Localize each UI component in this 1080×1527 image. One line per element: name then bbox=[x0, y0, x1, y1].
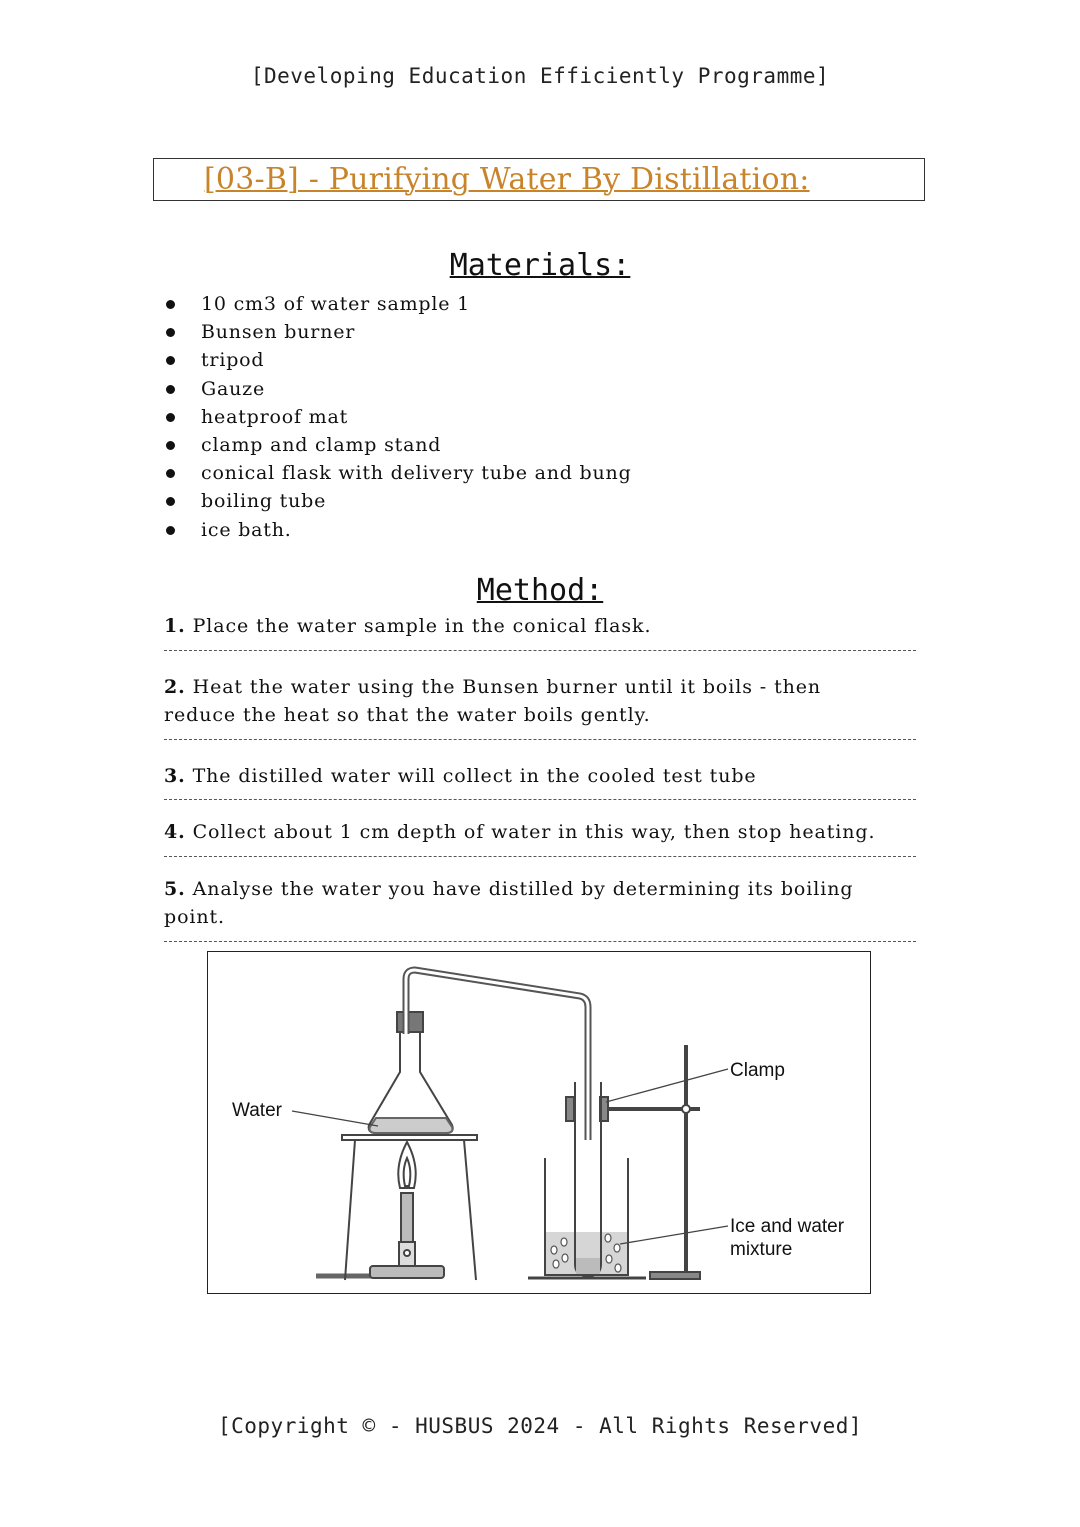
clamp-leader-line bbox=[606, 1069, 728, 1102]
method-step bbox=[164, 818, 916, 857]
method-steps bbox=[164, 612, 916, 942]
list-item: heatproof mat bbox=[165, 403, 632, 431]
ice-cube bbox=[606, 1255, 612, 1263]
list-item: boiling tube bbox=[165, 487, 632, 515]
list-item: 10 cm3 of water sample 1 bbox=[165, 290, 632, 318]
step-number: 4. bbox=[164, 821, 186, 843]
tripod-top bbox=[342, 1135, 477, 1140]
list-item: clamp and clamp stand bbox=[165, 431, 632, 459]
tripod-leg bbox=[345, 1140, 355, 1280]
method-step bbox=[164, 875, 916, 942]
collected-water bbox=[576, 1258, 600, 1274]
step-text: Place the water sample in the conical flask. bbox=[192, 615, 652, 637]
ice-cube bbox=[551, 1246, 557, 1254]
bunsen-base bbox=[370, 1266, 444, 1278]
list-item: conical flask with delivery tube and bung bbox=[165, 459, 632, 487]
clamp-stand-base bbox=[650, 1272, 700, 1279]
list-item: tripod bbox=[165, 346, 632, 374]
step-text: Collect about 1 cm depth of water in this way, then stop heating. bbox=[192, 821, 876, 843]
method-heading: Method: bbox=[476, 573, 604, 608]
materials-list bbox=[165, 290, 632, 544]
flask-bung bbox=[397, 1012, 423, 1032]
bunsen-inner-flame bbox=[404, 1158, 411, 1186]
ice-water-label-line2: mixture bbox=[730, 1239, 793, 1260]
page-header: [Developing Education Efficiently Programme] bbox=[250, 64, 830, 88]
method-step bbox=[164, 762, 916, 801]
clamp-label: Clamp bbox=[730, 1060, 785, 1081]
step-text: Analyse the water you have distilled by determining its boiling point. bbox=[164, 877, 854, 928]
ice-cube bbox=[561, 1238, 567, 1246]
title-box bbox=[153, 158, 925, 201]
flask-water bbox=[370, 1118, 453, 1133]
step-number: 1. bbox=[164, 615, 186, 637]
water-label: Water bbox=[232, 1100, 282, 1121]
method-step bbox=[164, 612, 916, 651]
step-text: Heat the water using the Bunsen burner until it boils - then reduce the heat so that the water boils gently. bbox=[164, 675, 822, 726]
materials-heading: Materials: bbox=[449, 248, 631, 283]
ice-leader-line bbox=[620, 1226, 728, 1244]
method-step bbox=[164, 673, 916, 740]
page-title: [03-B] - Purifying Water By Distillation: bbox=[204, 162, 810, 197]
list-item: Gauze bbox=[165, 375, 632, 403]
distillation-diagram bbox=[207, 951, 871, 1294]
step-text: The distilled water will collect in the cooled test tube bbox=[192, 764, 757, 787]
ice-cube bbox=[562, 1254, 568, 1262]
step-number: 3. bbox=[164, 764, 186, 787]
clamp-boss bbox=[682, 1105, 690, 1113]
bunsen-barrel bbox=[401, 1193, 413, 1242]
list-item: Bunsen burner bbox=[165, 318, 632, 346]
bunsen-air-hole bbox=[404, 1250, 410, 1256]
water-leader-line bbox=[292, 1111, 378, 1126]
clamp-jaw bbox=[566, 1097, 574, 1121]
ice-cube bbox=[553, 1260, 559, 1268]
ice-cube bbox=[614, 1244, 620, 1252]
page-footer: [Copyright © - HUSBUS 2024 - All Rights Reserved] bbox=[217, 1414, 862, 1438]
ice-water-label: Ice and water bbox=[730, 1216, 845, 1237]
step-number: 5. bbox=[164, 877, 186, 900]
step-number: 2. bbox=[164, 675, 186, 698]
ice-cube bbox=[615, 1264, 621, 1272]
tripod-leg bbox=[464, 1140, 476, 1280]
list-item: ice bath. bbox=[165, 516, 632, 544]
ice-cube bbox=[605, 1234, 611, 1242]
